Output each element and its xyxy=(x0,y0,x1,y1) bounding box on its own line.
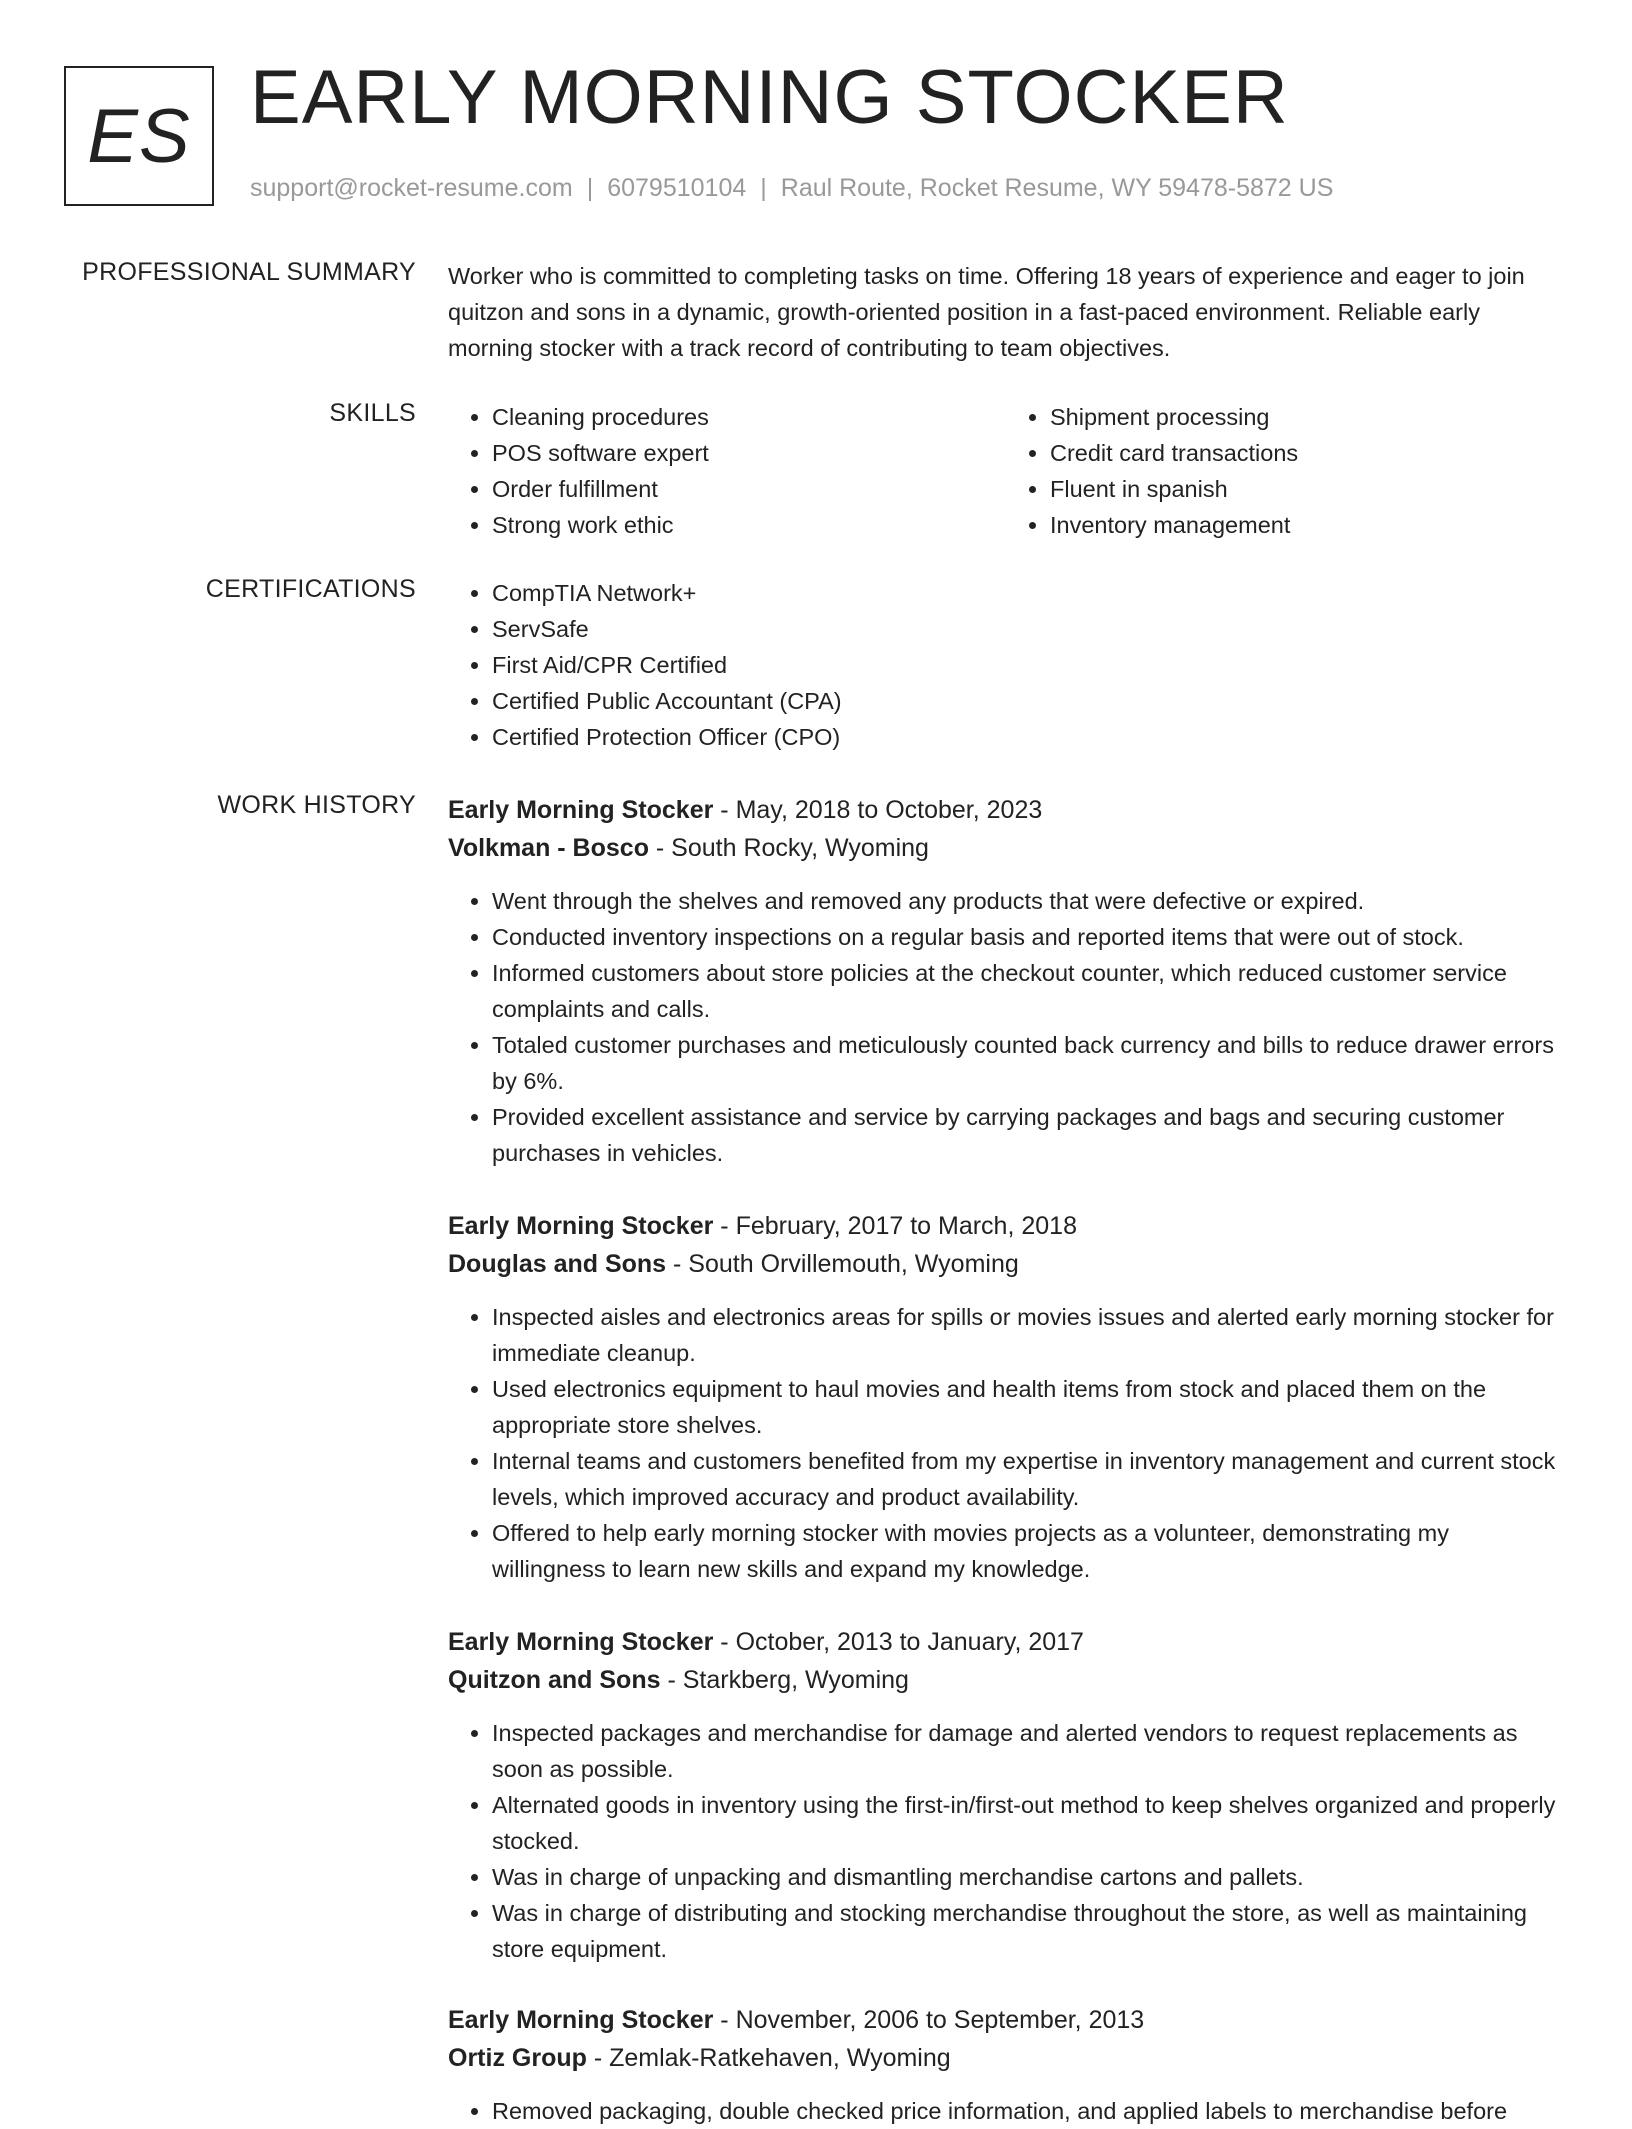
job-dates: - November, 2006 to September, 2013 xyxy=(713,2006,1145,2034)
summary-text: Worker who is committed to completing tasks on time. Offering 18 years of experience and eager to join quitzon and sons in a dynamic, growth-oriented position in a fast-paced environment. Reliable early morning stocker with a track record of contributing to team objectives. xyxy=(448,263,1525,361)
certification-item: • First Aid/CPR Certified xyxy=(492,647,1564,683)
job-title-line xyxy=(448,1207,1564,1245)
job-entry xyxy=(448,791,1564,1171)
job-title: Early Morning Stocker xyxy=(448,1628,714,1656)
certification-item: • ServSafe xyxy=(492,611,1564,647)
contact-separator: | xyxy=(760,174,767,202)
skill-item: • Credit card transactions xyxy=(1050,435,1564,471)
skills-grid xyxy=(448,399,1564,543)
section-label-skills: SKILLS xyxy=(329,399,416,427)
section-label-certifications: CERTIFICATIONS xyxy=(205,575,416,603)
job-company: Volkman - Bosco xyxy=(448,834,649,862)
job-bullets xyxy=(448,1299,1564,1587)
skill-item: • Inventory management xyxy=(1050,507,1564,543)
job-title-line xyxy=(448,1623,1564,1661)
job-bullet: • Went through the shelves and removed any products that were defective or expired. xyxy=(492,883,1564,919)
certification-item: • Certified Public Accountant (CPA) xyxy=(492,683,1564,719)
certifications-body xyxy=(448,575,1564,755)
job-bullet: • Provided excellent assistance and service by carrying packages and bags and securing customer purchases in vehicles. xyxy=(492,1099,1564,1171)
skill-item: • Shipment processing xyxy=(1050,399,1564,435)
summary-body xyxy=(448,258,1564,366)
job-dates: - October, 2013 to January, 2017 xyxy=(713,1628,1084,1656)
job-bullet: • Inspected aisles and electronics areas for spills or movies issues and alerted early morning stocker for immediate cleanup. xyxy=(492,1299,1564,1371)
job-bullet: • Internal teams and customers benefited from my expertise in inventory management and current stock levels, which improved accuracy and product availability. xyxy=(492,1443,1564,1515)
job-company-line xyxy=(448,1661,1564,1699)
job-company: Douglas and Sons xyxy=(448,1250,667,1278)
job-bullet: • Totaled customer purchases and meticulously counted back currency and bills to reduce drawer errors by 6%. xyxy=(492,1027,1564,1099)
skill-item: • POS software expert xyxy=(492,435,1006,471)
job-company-line xyxy=(448,2039,1564,2077)
skill-item: • Order fulfillment xyxy=(492,471,1006,507)
skill-item: • Strong work ethic xyxy=(492,507,1006,543)
job-bullet: • Was in charge of unpacking and dismantling merchandise cartons and pallets. xyxy=(492,1859,1564,1895)
job-location: - South Rocky, Wyoming xyxy=(648,834,929,862)
job-bullet: • Offered to help early morning stocker with movies projects as a volunteer, demonstrating my willingness to learn new skills and expand my knowledge. xyxy=(492,1515,1564,1587)
job-company-line xyxy=(448,829,1564,867)
certifications-list xyxy=(448,575,1564,755)
job-bullets xyxy=(448,1715,1564,1967)
job-entry xyxy=(448,2001,1564,2129)
job-location: - South Orvillemouth, Wyoming xyxy=(666,1250,1019,1278)
job-title-line xyxy=(448,791,1564,829)
job-bullet: • Inspected packages and merchandise for damage and alerted vendors to request replacements as soon as possible. xyxy=(492,1715,1564,1787)
job-dates: - February, 2017 to March, 2018 xyxy=(713,1212,1077,1240)
job-bullet: • Used electronics equipment to haul movies and health items from stock and placed them on the appropriate store shelves. xyxy=(492,1371,1564,1443)
job-bullet: • Informed customers about store policies at the checkout counter, which reduced customer service complaints and calls. xyxy=(492,955,1564,1027)
job-bullet: • Removed packaging, double checked price information, and applied labels to merchandise before xyxy=(492,2093,1564,2129)
contact-line xyxy=(250,174,1333,203)
contact-separator: | xyxy=(586,174,594,202)
job-location: - Starkberg, Wyoming xyxy=(660,1666,909,1694)
skill-item: • Fluent in spanish xyxy=(1050,471,1564,507)
job-company: Ortiz Group xyxy=(448,2044,587,2072)
job-title: Early Morning Stocker xyxy=(448,2006,714,2034)
job-company-line xyxy=(448,1245,1564,1283)
job-company: Quitzon and Sons xyxy=(448,1666,661,1694)
candidate-name: EARLY MORNING STOCKER xyxy=(250,55,1289,140)
contact-phone: 6079510104 xyxy=(607,174,747,202)
contact-address: Raul Route, Rocket Resume, WY 59478-5872 US xyxy=(780,174,1334,202)
skills-list-left xyxy=(448,399,1006,543)
job-bullets xyxy=(448,2093,1564,2129)
job-title: Early Morning Stocker xyxy=(448,796,714,824)
job-title-line xyxy=(448,2001,1564,2039)
job-dates: - May, 2018 to October, 2023 xyxy=(713,796,1043,824)
job-bullets xyxy=(448,883,1564,1171)
section-label-summary: PROFESSIONAL SUMMARY xyxy=(82,258,416,286)
job-bullet: • Conducted inventory inspections on a regular basis and reported items that were out of stock. xyxy=(492,919,1564,955)
certification-item: • CompTIA Network+ xyxy=(492,575,1564,611)
job-bullet: • Alternated goods in inventory using the first-in/first-out method to keep shelves organized and properly stocked. xyxy=(492,1787,1564,1859)
job-entry xyxy=(448,1207,1564,1587)
contact-email: support@rocket-resume.com xyxy=(250,174,573,202)
certification-item: • Certified Protection Officer (CPO) xyxy=(492,719,1564,755)
section-label-work-history: WORK HISTORY xyxy=(217,791,416,819)
skill-item: • Cleaning procedures xyxy=(492,399,1006,435)
skills-body xyxy=(448,399,1564,543)
job-entry xyxy=(448,1623,1564,1967)
skills-list-right xyxy=(1006,399,1564,543)
job-title: Early Morning Stocker xyxy=(448,1212,714,1240)
job-location: - Zemlak-Ratkehaven, Wyoming xyxy=(586,2044,951,2072)
monogram-badge: ES xyxy=(64,66,214,206)
job-bullet: • Was in charge of distributing and stocking merchandise throughout the store, as well as maintaining store equipment. xyxy=(492,1895,1564,1967)
